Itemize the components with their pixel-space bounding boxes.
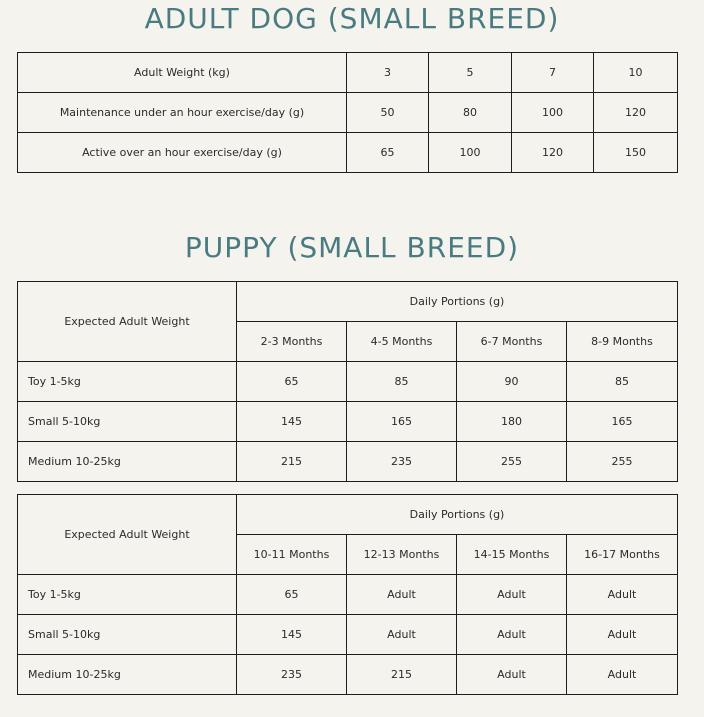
table-cell: 100	[429, 133, 512, 173]
table-cell: 150	[594, 133, 678, 173]
table-cell: 85	[567, 362, 678, 402]
table-cell: 215	[237, 442, 347, 482]
table-cell: 50	[347, 93, 429, 133]
table-cell: 255	[457, 442, 567, 482]
column-header: 16-17 Months	[567, 535, 678, 575]
table-cell: 85	[347, 362, 457, 402]
row-label: Medium 10-25kg	[18, 442, 237, 482]
table-cell: 90	[457, 362, 567, 402]
table-header-row	[18, 282, 678, 322]
row-header: Expected Adult Weight	[18, 282, 237, 362]
puppy-feeding-table-2	[17, 494, 678, 695]
table-cell: 3	[347, 53, 429, 93]
table-cell: 7	[512, 53, 594, 93]
table-row	[18, 655, 678, 695]
table-cell: 165	[567, 402, 678, 442]
table-row	[18, 53, 678, 93]
row-label: Toy 1-5kg	[18, 575, 237, 615]
column-header: 6-7 Months	[457, 322, 567, 362]
puppy-feeding-table-1	[17, 281, 678, 482]
table-row	[18, 442, 678, 482]
table-cell: 120	[512, 133, 594, 173]
column-header: 2-3 Months	[237, 322, 347, 362]
table-cell: 235	[347, 442, 457, 482]
table-cell: 235	[237, 655, 347, 695]
table-cell: Adult	[567, 575, 678, 615]
table-cell: 145	[237, 615, 347, 655]
table-row	[18, 402, 678, 442]
table-cell: 100	[512, 93, 594, 133]
column-header: 12-13 Months	[347, 535, 457, 575]
table-cell: Adult	[347, 575, 457, 615]
table-cell: Adult	[457, 615, 567, 655]
table-row	[18, 575, 678, 615]
row-label: Adult Weight (kg)	[18, 53, 347, 93]
table-cell: 65	[237, 575, 347, 615]
table-row	[18, 362, 678, 402]
column-header: 8-9 Months	[567, 322, 678, 362]
puppy-heading: PUPPY (SMALL BREED)	[184, 231, 520, 264]
table-cell: 255	[567, 442, 678, 482]
table-cell: 215	[347, 655, 457, 695]
table-cell: 5	[429, 53, 512, 93]
table-cell: Adult	[457, 575, 567, 615]
row-label: Small 5-10kg	[18, 402, 237, 442]
column-header: 10-11 Months	[237, 535, 347, 575]
table-cell: 165	[347, 402, 457, 442]
table-cell: 65	[347, 133, 429, 173]
table-cell: 10	[594, 53, 678, 93]
table-row	[18, 93, 678, 133]
table-cell: 80	[429, 93, 512, 133]
table-row	[18, 133, 678, 173]
table-cell: Adult	[457, 655, 567, 695]
row-label: Toy 1-5kg	[18, 362, 237, 402]
row-header: Expected Adult Weight	[18, 495, 237, 575]
adult-dog-heading: ADULT DOG (SMALL BREED)	[144, 2, 560, 35]
table-cell: 145	[237, 402, 347, 442]
group-header: Daily Portions (g)	[237, 495, 678, 535]
table-cell: Adult	[567, 655, 678, 695]
row-label: Active over an hour exercise/day (g)	[18, 133, 347, 173]
row-label: Medium 10-25kg	[18, 655, 237, 695]
row-label: Small 5-10kg	[18, 615, 237, 655]
table-cell: 180	[457, 402, 567, 442]
table-cell: Adult	[567, 615, 678, 655]
column-header: 4-5 Months	[347, 322, 457, 362]
column-header: 14-15 Months	[457, 535, 567, 575]
table-cell: 120	[594, 93, 678, 133]
table-cell: Adult	[347, 615, 457, 655]
adult-feeding-table	[17, 52, 678, 173]
table-row	[18, 615, 678, 655]
table-cell: 65	[237, 362, 347, 402]
group-header: Daily Portions (g)	[237, 282, 678, 322]
table-header-row	[18, 495, 678, 535]
row-label: Maintenance under an hour exercise/day (g)	[18, 93, 347, 133]
